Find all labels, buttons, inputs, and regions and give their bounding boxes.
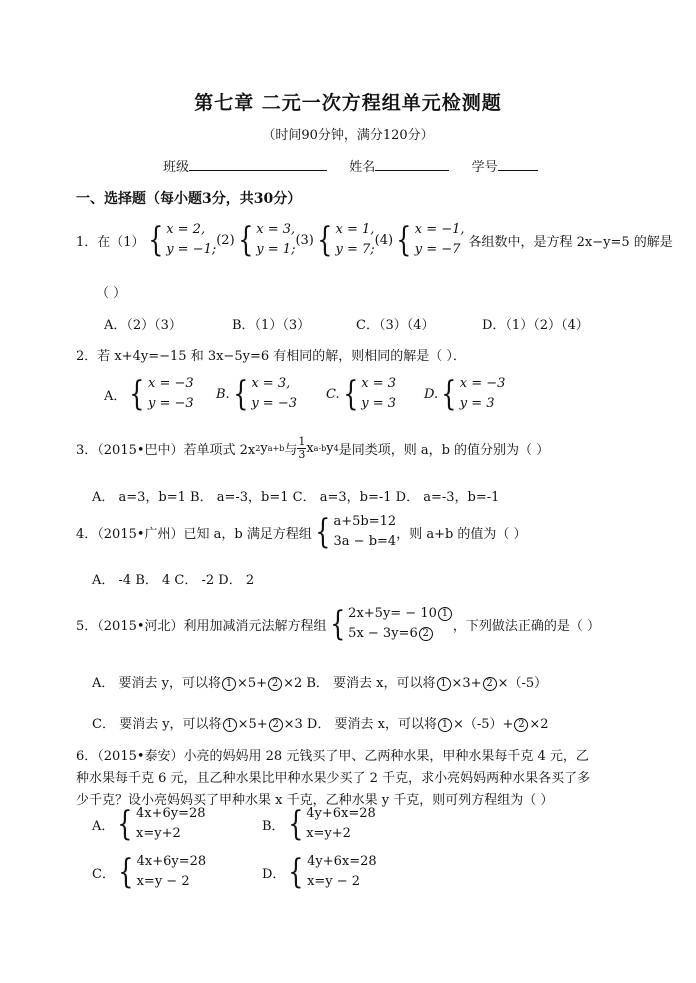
q1-option-a: A．（2）（3） (104, 318, 182, 333)
q1-label-3: (3) (295, 232, 314, 248)
q5-options-ab: A． 要消去 y，可以将 1 ×5+ 2 ×2 B． 要消去 x，可以将 1 ×3+ 2 ×（-5） (92, 676, 548, 691)
q6-option-d: D． { 4y+6x=28 x=y − 2 (262, 852, 377, 892)
q1-label-4: (4) (374, 232, 394, 248)
question-4: 4．（2015•广州）已知 a，b 满足方程组 { a+5b=12 3a − b=4 ，则 a+b 的值为（ ） (76, 512, 527, 552)
q2-option-c: C. { x = 3 y = 3 (326, 374, 397, 414)
q1-option-d: D．（1）（2）（4） (482, 318, 589, 333)
q3-stem: 3．（2015•巴中）若单项式 2x 2 y a+b 与 $\frac{1}{3}$ x a-b y 4 是同类项，则 a，b 的值分别为（ ） (76, 435, 550, 461)
q2-stem: 2．若 x+4y=−15 和 3x−5y=6 有相同的解，则相同的解是（ ）． (76, 349, 466, 364)
q1-system-2: { x = 3, y = 1; (237, 220, 296, 260)
question-1 (76, 220, 673, 260)
q6-option-b: B． { 4y+6x=28 x=y+2 (262, 804, 376, 844)
q1-system-3: { x = 1, y = 7; (317, 220, 375, 260)
q1-system-1: { x = 2, y = −1; (147, 220, 217, 260)
q1-system-4: { x = −1, y = −7 (396, 220, 465, 260)
q6-line-1: 6．（2015•泰安）小亮的妈妈用 28 元钱买了甲、乙两种水果，甲种水果每千克 4 元，乙 (76, 749, 589, 764)
id-label: 学号 (471, 160, 498, 175)
q4-options: A． -4 B． 4 C． -2 D． 2 (92, 573, 255, 588)
q1-prefix: 1．在（1） (76, 234, 145, 250)
id-blank (498, 156, 538, 171)
class-blank (189, 156, 327, 171)
q1-answer-paren: （ ） (96, 286, 127, 301)
q1-suffix: 各组数中，是方程 2x−y=5 的解是 (468, 234, 673, 250)
q6-option-c: C． { 4x+6y=28 x=y − 2 (92, 852, 207, 892)
q6-line-3: 少千克？设小亮妈妈买了甲种水果 x 千克，乙种水果 y 千克，则可列方程组为（ ） (76, 793, 554, 808)
name-label: 姓名 (349, 160, 376, 175)
section-heading: 一、选择题（每小题3分，共30分） (76, 191, 302, 207)
q1-label-2: (2) (216, 232, 235, 248)
question-5: 5．（2015•河北）利用加减消元法解方程组 { 2x+5y= − 10 1 5x − 3y=6 2 ，下列做法正确的是（ ） (76, 604, 601, 644)
page-subtitle: （时间90分钟，满分120分） (262, 128, 434, 143)
q2-option-a: A． { x = −3 y = −3 (104, 374, 194, 414)
q6-option-a: A． { 4x+6y=28 x=y+2 (92, 804, 206, 844)
page-title: 第七章 二元一次方程组单元检测题 (194, 92, 502, 114)
name-blank (375, 156, 449, 171)
q1-option-b: B．（1）（3） (232, 318, 311, 333)
q5-system: { 2x+5y= − 10 1 5x − 3y=6 2 (327, 604, 453, 644)
student-info-row (163, 156, 538, 175)
q3-fraction: $\frac{1}{3}$ (298, 435, 306, 461)
q5-options-cd: C． 要消去 y，可以将 1 ×5+ 2 ×3 D． 要消去 x，可以将 1 ×（-5）+ 2 ×2 (92, 717, 549, 732)
q6-line-2: 种水果每千克 6 元，且乙种水果比甲种水果少买了 2 千克，求小亮妈妈两种水果各买了多 (76, 771, 591, 786)
q2-option-d: D. { x = −3 y = 3 (424, 374, 506, 414)
class-label: 班级 (163, 160, 190, 175)
q4-system: { a+5b=12 3a − b=4 (315, 512, 397, 552)
q1-option-c: C．（3）（4） (356, 318, 435, 333)
q3-options: A． a=3，b=1 B． a=-3，b=1 C． a=3，b=-1 D． a=-3，b=-1 (92, 490, 500, 505)
q2-option-b: B. { x = 3, y = −3 (216, 374, 297, 414)
